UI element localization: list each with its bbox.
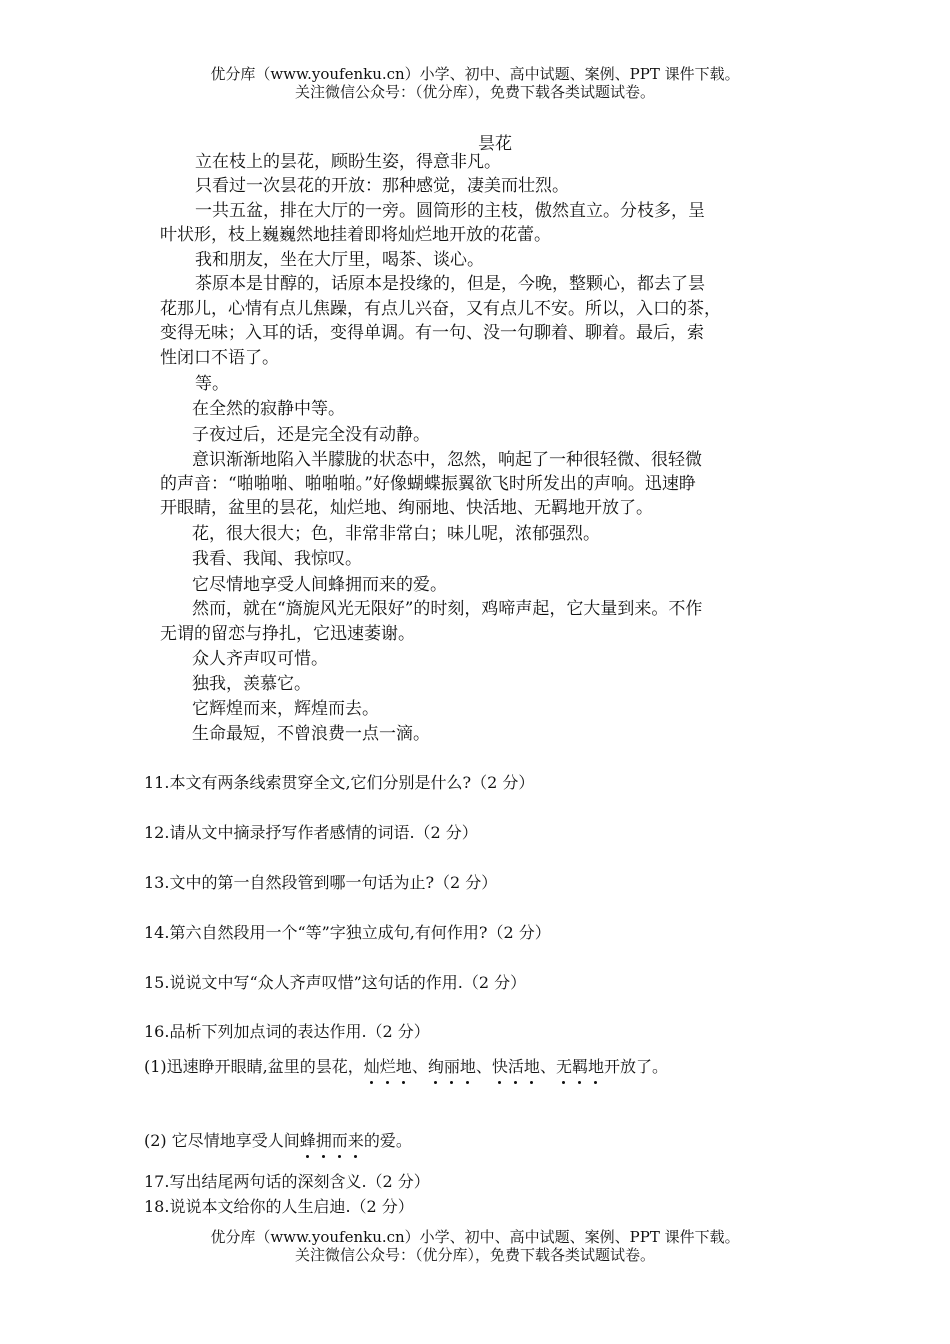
footer-line-1: 优分库（www.youfenku.cn）小学、初中、高中试题、案例、PPT 课件下载。 [210, 1228, 740, 1246]
q16-2-suffix: 的爱。 [363, 1131, 412, 1150]
article-line: 一共五盆，排在大厅的一旁。圆筒形的主枝，傲然直立。分枝多，呈 [195, 201, 705, 221]
question-12: 12.请从文中摘录抒写作者感情的词语.（2 分） [144, 823, 478, 842]
article-line: 它尽情地享受人间蜂拥而来的爱。 [192, 575, 447, 595]
q16-1-suffix: 开放了。 [604, 1057, 669, 1076]
question-13: 13.文中的第一自然段管到哪一句话为止?（2 分） [144, 873, 498, 892]
emphasis-char: 地 [395, 1057, 412, 1076]
footer-line-2: 关注微信公众号：（优分库），免费下载各类试题试卷。 [294, 1246, 655, 1264]
emphasis-char: 绚 [427, 1057, 444, 1076]
header-line-1: 优分库（www.youfenku.cn）小学、初中、高中试题、案例、PPT 课件下载。 [210, 65, 740, 83]
page-header [0, 65, 950, 101]
article-line: 生命最短，不曾浪费一点一滴。 [192, 724, 430, 744]
dotted-word-kuaihuo [492, 1057, 540, 1076]
question-14: 14.第六自然段用一个“等”字独立成句,有何作用?（2 分） [144, 923, 551, 942]
emphasis-char: 羁 [571, 1057, 588, 1076]
q16-1-sep: 、 [411, 1057, 428, 1076]
dotted-word-fengyong [300, 1131, 364, 1150]
question-17: 17.写出结尾两句话的深刻含义.（2 分） [144, 1172, 430, 1191]
emphasis-char: 丽 [443, 1057, 460, 1076]
article-line: 的声音：“啪啪啪、啪啪啪。”好像蝴蝶振翼欲飞时所发出的声响。迅速睁 [160, 474, 696, 494]
question-15: 15.说说文中写“众人齐声叹惜”这句话的作用.（2 分） [144, 973, 527, 992]
article-line: 在全然的寂静中等。 [192, 399, 345, 419]
dotted-word-xuanli [428, 1057, 476, 1076]
emphasis-char: 来 [347, 1131, 364, 1150]
emphasis-char: 蜂 [299, 1131, 316, 1150]
emphasis-char: 烂 [379, 1057, 396, 1076]
article-line: 独我，羡慕它。 [192, 674, 311, 694]
emphasis-char: 灿 [363, 1057, 380, 1076]
article-line: 等。 [195, 374, 229, 394]
dotted-word-canlan [364, 1057, 412, 1076]
emphasis-char: 地 [587, 1057, 604, 1076]
question-16-part-1 [144, 1056, 668, 1078]
article-line: 众人齐声叹可惜。 [192, 649, 328, 669]
q16-1-prefix: (1)迅速睁开眼睛,盆里的昙花， [144, 1057, 364, 1076]
article-line: 开眼睛，盆里的昙花，灿烂地、绚丽地、快活地、无羁地开放了。 [160, 498, 653, 518]
article-line: 叶状形，枝上巍巍然地挂着即将灿烂地开放的花蕾。 [160, 225, 551, 245]
article-line: 我看、我闻、我惊叹。 [192, 549, 362, 569]
q16-1-sep: 、 [539, 1057, 556, 1076]
article-line: 只看过一次昙花的开放：那种感觉，凄美而壮烈。 [195, 176, 569, 196]
article-title: 昙花 [478, 134, 512, 154]
article-line: 变得无味；入耳的话，变得单调。有一句、没一句聊着、聊着。最后，索 [160, 323, 704, 343]
article-line: 意识渐渐地陷入半朦胧的状态中，忽然，响起了一种很轻微、很轻微 [192, 450, 702, 470]
emphasis-char: 拥 [315, 1131, 332, 1150]
emphasis-char: 快 [491, 1057, 508, 1076]
question-16: 16.品析下列加点词的表达作用.（2 分） [144, 1022, 430, 1041]
emphasis-char: 活 [507, 1057, 524, 1076]
q16-1-sep: 、 [475, 1057, 492, 1076]
article-line: 茶原本是甘醇的，话原本是投缘的，但是，今晚，整颗心，都去了昙 [195, 274, 705, 294]
page-footer [0, 1228, 950, 1264]
article-line: 它辉煌而来，辉煌而去。 [192, 699, 379, 719]
emphasis-char: 地 [459, 1057, 476, 1076]
article-line: 无谓的留恋与挣扎，它迅速萎谢。 [160, 624, 415, 644]
article-line: 立在枝上的昙花，顾盼生姿，得意非凡。 [195, 152, 501, 172]
article-line: 花，很大很大；色，非常非常白；味儿呢，浓郁强烈。 [192, 524, 600, 544]
article-line: 花那儿，心情有点儿焦躁，有点儿兴奋，又有点儿不安。所以，入口的茶， [160, 299, 721, 319]
article-line: 我和朋友，坐在大厅里，喝茶、谈心。 [195, 250, 484, 270]
article-line: 然而，就在“旖旎风光无限好”的时刻，鸡啼声起，它大量到来。不作 [192, 599, 703, 619]
emphasis-char: 无 [555, 1057, 572, 1076]
question-18: 18.说说本文给你的人生启迪.（2 分） [144, 1197, 414, 1216]
article-line: 性闭口不语了。 [160, 348, 279, 368]
question-11: 11.本文有两条线索贯穿全文,它们分别是什么?（2 分） [144, 773, 535, 792]
header-line-2: 关注微信公众号：（优分库），免费下载各类试题试卷。 [294, 83, 655, 101]
q16-2-prefix: (2) 它尽情地享受人间 [144, 1131, 300, 1150]
dotted-word-wuji [556, 1057, 604, 1076]
emphasis-char: 地 [523, 1057, 540, 1076]
question-16-part-2 [144, 1130, 412, 1152]
article-line: 子夜过后，还是完全没有动静。 [192, 425, 430, 445]
emphasis-char: 而 [331, 1131, 348, 1150]
